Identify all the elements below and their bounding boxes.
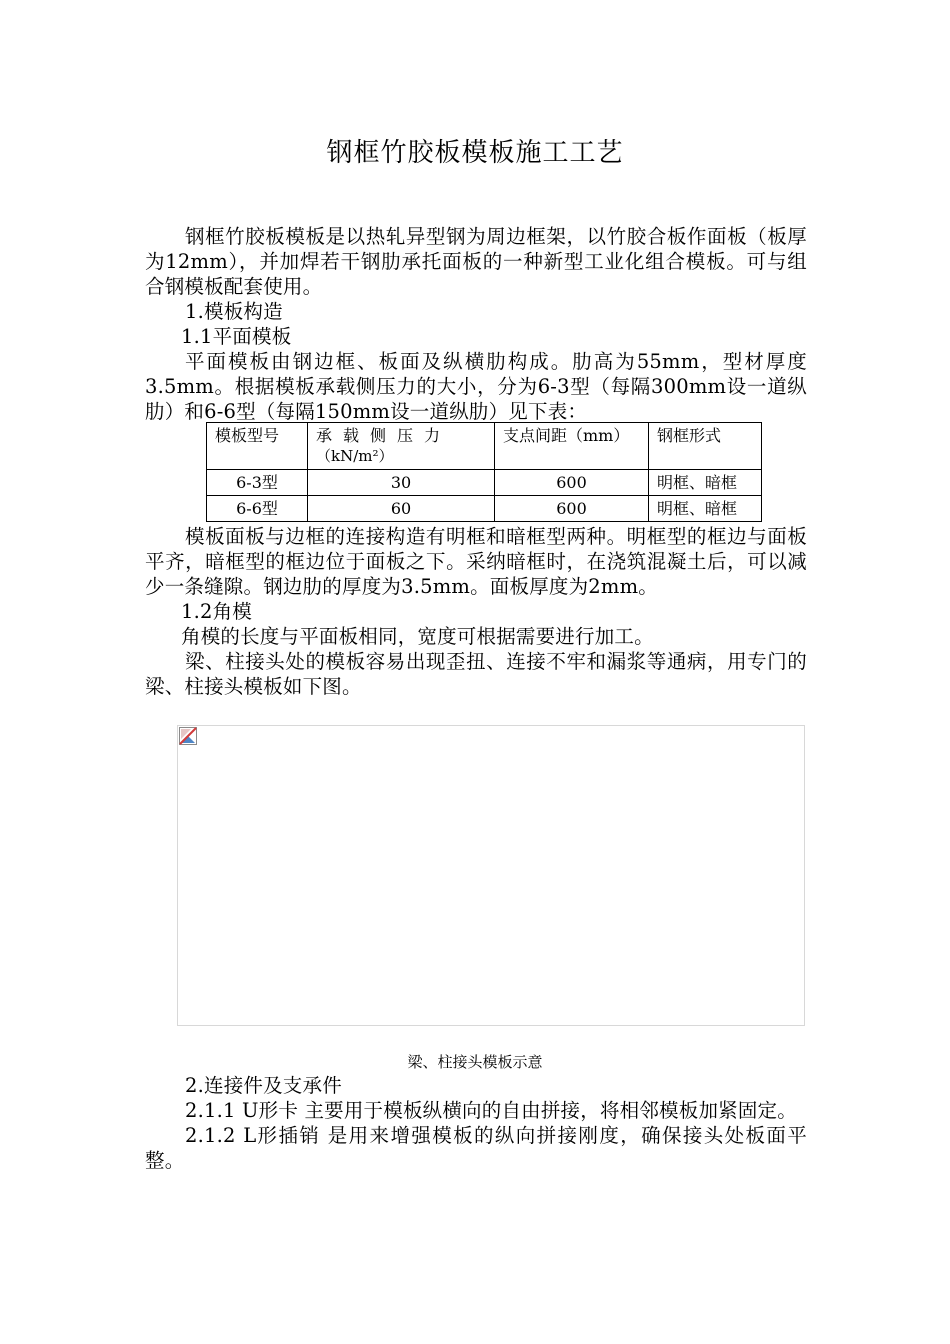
header-cell-pressure [308,423,495,470]
table-row [207,470,762,496]
header-cell-frame: 钢框形式 [649,423,762,470]
intro-paragraph: 钢框竹胶板模板是以热轧异型钢为周边框架，以竹胶合板作面板（板厚为12mm），并加焊若干钢肋承托面板的一种新型工业化组合模板。可与组合钢模板配套使用。 [145,225,807,298]
table-cell: 600 [495,470,649,496]
plane-formwork-paragraph: 平面模板由钢边框、板面及纵横肋构成。肋高为55mm，型材厚度3.5mm。根据模板承载侧压力的大小，分为6-3型（每隔300mm设一道纵肋）和6-6型（每隔150mm设一道纵肋）见下表： [145,350,807,423]
table-cell: 60 [308,496,495,522]
broken-image-icon [179,727,197,745]
table-cell: 6-6型 [207,496,308,522]
header-cell-model: 模板型号 [207,423,308,470]
u-clamp-paragraph: 2.1.1 U形卡 主要用于模板纵横向的自由拼接，将相邻模板加紧固定。 [185,1099,797,1122]
table-row [207,496,762,522]
document-title: 钢框竹胶板模板施工工艺 [326,138,624,168]
table-header-row [207,423,762,470]
body-section-3 [145,1073,807,1173]
heading-corner-formwork: 1.2角模 [181,600,253,623]
corner-formwork-paragraph: 角模的长度与平面板相同，宽度可根据需要进行加工。 [181,625,654,648]
table-cell: 600 [495,496,649,522]
table-cell: 明框、暗框 [649,470,762,496]
frame-connection-paragraph: 模板面板与边框的连接构造有明框和暗框型两种。明框型的框边与面板平齐，暗框型的框边位于面板之下。采纳暗框时，在浇筑混凝土后，可以减少一条缝隙。钢边肋的厚度为3.5mm。面板厚度为2mm。 [145,525,807,598]
heading-plane-formwork: 1.1平面模板 [181,325,292,348]
table-cell: 6-3型 [207,470,308,496]
header-cell-spacing: 支点间距（mm） [495,423,649,470]
table-cell: 30 [308,470,495,496]
header-pressure-unit: （kN/m²） [316,447,394,465]
formwork-spec-table [206,422,762,522]
joint-formwork-figure [177,725,805,1026]
body-section-1 [145,224,807,424]
header-pressure-label: 承载侧压力 [316,426,452,445]
heading-structure: 1.模板构造 [185,300,283,323]
body-section-2 [145,524,807,699]
l-pin-paragraph: 2.1.2 L形插销 是用来增强模板的纵向拼接刚度，确保接头处板面平整。 [145,1124,807,1172]
joint-formwork-paragraph: 梁、柱接头处的模板容易出现歪扭、连接不牢和漏浆等通病，用专门的梁、柱接头模板如下图。 [145,650,807,698]
heading-connectors: 2.连接件及支承件 [185,1074,342,1097]
table-cell: 明框、暗框 [649,496,762,522]
figure-caption: 梁、柱接头模板示意 [407,1053,543,1071]
